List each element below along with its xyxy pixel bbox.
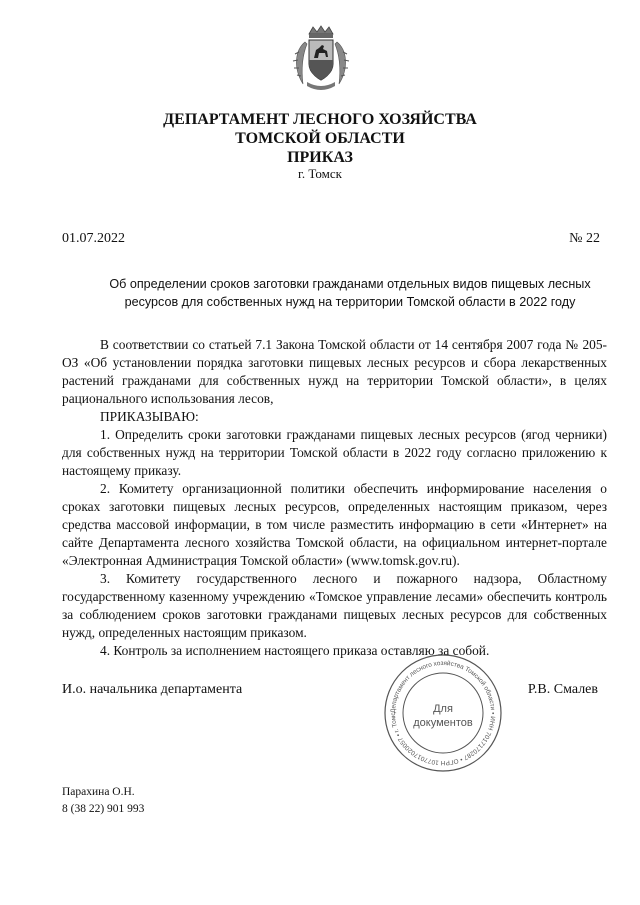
order-item-1: 1. Определить сроки заготовки гражданами пищевых лесных ресурсов (ягод черники) для собственных нужд на территории Томской области в 2022 году согласно приложению к настоящему приказу. bbox=[62, 427, 607, 478]
order-item-3: 3. Комитету государственного лесного и пожарного надзора, Областному государственному казенному учреждению «Томское управление лесами» обеспечить контроль за соблюдением сроков заготовки гражданами пищевых лесных ресурсов для собственных нужд, определенных настоящим приказом. bbox=[62, 571, 607, 640]
org-name-line1: ДЕПАРТАМЕНТ ЛЕСНОГО ХОЗЯЙСТВА bbox=[163, 111, 477, 128]
executor-name: Парахина О.Н. bbox=[62, 786, 135, 798]
order-number: № 22 bbox=[569, 231, 600, 246]
executor-phone: 8 (38 22) 901 993 bbox=[62, 803, 145, 815]
preamble-paragraph: В соответствии со статьей 7.1 Закона Томской области от 14 сентября 2007 года № 205-ОЗ «Об установлении порядка заготовки пищевых лесных ресурсов и сбора лекарственных растений гражданами для собственных нужд на территории Томской области», в целях рационального использования лесов, bbox=[62, 337, 607, 406]
signatory-name: Р.В. Смалев bbox=[527, 682, 598, 697]
official-stamp bbox=[382, 652, 504, 774]
org-name-line2: ТОМСКОЙ ОБЛАСТИ bbox=[235, 130, 405, 147]
coat-of-arms-icon bbox=[291, 24, 351, 92]
order-word: ПРИКАЗЫВАЮ: bbox=[100, 409, 199, 424]
stamp-center-line1: Для bbox=[433, 703, 453, 715]
subject-line: Об определении сроков заготовки гражданами отдельных видов пищевых лесных bbox=[109, 277, 591, 291]
signatory-title: И.о. начальника департамента bbox=[62, 682, 243, 697]
order-item-2: 2. Комитету организационной политики обеспечить информирование населения о сроках заготовки пищевых лесных ресурсов, определенных настоящим приказом, через средства массовой информации, в том числе разместить информацию в сети «Интернет» на сайте Департамента лесного хозяйства Томской области, на официальном интернет-портале «Электронная Администрация Томской области» (www.tomsk.gov.ru). bbox=[62, 481, 607, 568]
order-date: 01.07.2022 bbox=[62, 231, 125, 246]
stamp-center-line2: документов bbox=[413, 717, 473, 729]
executor-block bbox=[62, 784, 144, 818]
subject-line: ресурсов для собственных нужд на территории Томской области в 2022 году bbox=[124, 295, 576, 309]
document-type: ПРИКАЗ bbox=[287, 149, 353, 166]
order-item-4: 4. Контроль за исполнением настоящего приказа оставляю за собой. bbox=[100, 643, 490, 658]
stamp-ring-text: Департамент лесного хозяйства Томской области • ИНН 7017170287 • ОГРН 1077017020057 • г. Томс bbox=[389, 659, 497, 767]
order-body bbox=[62, 336, 607, 660]
city: г. Томск bbox=[298, 166, 342, 181]
order-subject bbox=[100, 275, 600, 311]
